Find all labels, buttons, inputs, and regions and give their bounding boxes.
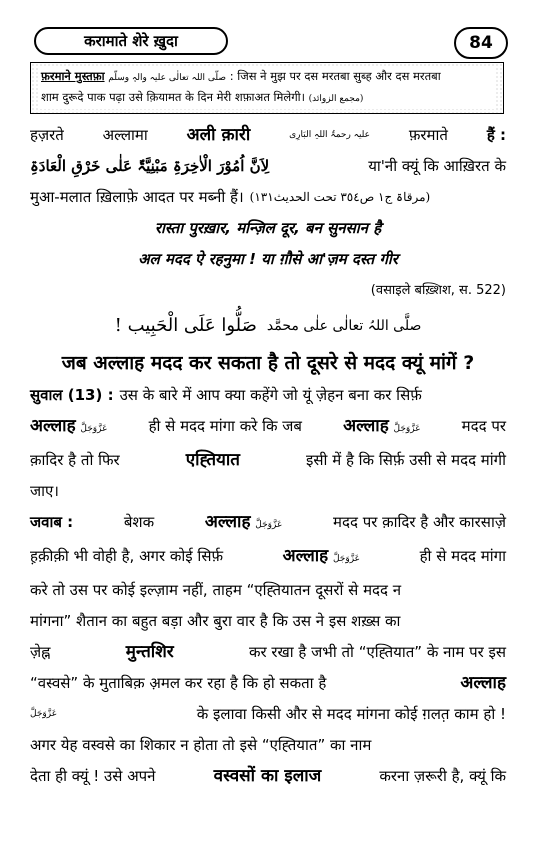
verse-line <box>30 213 506 244</box>
text: हज़रते <box>30 126 64 144</box>
waswason-ka-ilaj: वस्वसों का इलाज <box>213 766 322 786</box>
text: मदद पर <box>461 417 506 435</box>
section-heading <box>30 346 506 380</box>
body-line <box>30 606 506 637</box>
body-line <box>30 151 506 182</box>
heading-text: जब अल्लाह मदद कर सकता है तो दूसरे से मदद क्यूं मांगें ? <box>61 352 475 374</box>
arabic-honorific: عَزَّوَجَلَّ <box>255 520 283 530</box>
text: क़ादिर है तो फिर <box>30 451 120 469</box>
salutation-arabic: صلّی اللہ تعالٰی علیہ والہٖ وسلّم <box>108 73 227 83</box>
text: अल्लामा <box>102 126 148 144</box>
body-line <box>30 730 506 761</box>
text: फ़रमाते <box>408 126 448 144</box>
durood-call: صَلُّوا عَلَی الْحَبِیب ! <box>114 315 257 336</box>
text: हैं : <box>486 126 506 144</box>
arabic-quote: لِاَنَّ اُمُوْرَ الْاٰخِرَۃِ مَبْنِیَّۃٌ عَلٰی خَرْقِ الْعَادَۃِ <box>30 157 270 175</box>
durood-reply: صلَّی اللہُ تعالٰی علٰی محمَّد <box>266 318 422 334</box>
text: करे तो उस पर कोई इल्ज़ाम नहीं, ताहम “एह्तियातन दूसरों से मदद न <box>30 581 402 599</box>
farman-title: फ़रमाने मुस्तफ़ा <box>41 69 105 83</box>
body-line <box>30 275 506 306</box>
allah: अल्लाह <box>460 673 506 693</box>
ehtiyat: एह्तियात <box>185 450 240 470</box>
book-title-badge <box>34 27 228 55</box>
farman-source: (مجمع الزوائد) <box>308 94 364 104</box>
text: अगर येह वस्वसे का शिकार न होता तो इसे “एह्तियात” का नाम <box>30 736 372 754</box>
text: ज़ेह्न <box>30 643 51 661</box>
arabic-honorific: عَزَّوَجَلَّ <box>393 424 421 434</box>
verse-2: अल मदद ऐ रहनुमा ! या ग़ौसे आ'ज़म दस्त गीर <box>138 250 398 268</box>
answer-label: जवाब : <box>30 513 74 531</box>
text: बेशक <box>123 513 155 531</box>
durood-line <box>30 306 506 346</box>
allah: अल्लाह <box>204 512 251 532</box>
page-content <box>30 120 506 792</box>
book-title: करामाते शेरे ख़ुदा <box>84 32 178 50</box>
text: ह़क़ीक़ी भी वोही है, अगर कोई सिर्फ़ <box>30 547 224 565</box>
text: जाए। <box>30 482 59 500</box>
question-label: सुवाल (13) : <box>30 386 114 404</box>
text: ही से मदद मांगा करे कि जब <box>148 417 303 435</box>
text: मांगना” शैतान का बहुत बड़ा और बुरा वार है कि उस ने इस शख़्स का <box>30 612 401 630</box>
text: मुआ-मलात ख़िलाफ़े आदत पर मब्नी हैं। <box>30 188 244 206</box>
muntashir: मुन्तशिर <box>125 642 174 662</box>
arabic-honorific: عَزَّوَجَلَّ <box>332 554 361 564</box>
body-line <box>30 380 506 411</box>
farman-text-2: शाम दुरूदे पाक पढ़ा उसे क़ियामत के दिन मेरी शफ़ाअत मिलेगी। <box>41 90 305 104</box>
text: या'नी क्यूं कि आख़िरत के <box>368 157 506 175</box>
body-line <box>30 507 506 541</box>
text: के इलावा किसी और से मदद मांगना कोई ग़लत़ काम हो ! <box>196 705 506 723</box>
text: ही से मदद मांगा <box>419 547 506 565</box>
verse-1: रास्ता पुरख़ार, मन्ज़िल दूर, बन सुनसान है <box>154 219 382 237</box>
arabic-honorific: عَزَّوَجَلَّ <box>80 424 108 434</box>
body-line <box>30 668 506 699</box>
text: करना ज़रूरी है, क्यूं कि <box>379 767 506 785</box>
body-line <box>30 541 506 575</box>
text: मदद पर क़ादिर है और कारसाज़े <box>333 513 506 531</box>
body-line <box>30 120 506 151</box>
farman-line-2 <box>39 88 495 109</box>
body-line <box>30 575 506 606</box>
body-line <box>30 476 506 507</box>
reference: (مرقاۃ ج١ ص٣٥٤ تحت الحدیث١٣١) <box>249 190 431 204</box>
body-line <box>30 445 506 476</box>
farman-box <box>30 62 504 114</box>
page-number-badge <box>454 27 508 59</box>
verse-source: (वसाइले बख़्शिश, स. 522) <box>370 283 506 298</box>
text: इसी में है कि सिर्फ़ उसी से मदद मांगी <box>306 451 506 469</box>
body-line <box>30 699 506 730</box>
farman-line-1 <box>39 67 495 88</box>
body-line <box>30 411 506 445</box>
arabic-honorific: علیہ رحمۃُ اللہِ البَارِی <box>289 130 371 140</box>
body-line <box>30 761 506 792</box>
text: उस के बारे में आप क्या कहेंगे जो यूं ज़ेहन बना कर सिर्फ़ <box>119 386 422 404</box>
allah: अल्लाह <box>282 546 329 566</box>
text: कर रखा है जभी तो “एह्तियात” के नाम पर इस <box>248 643 506 661</box>
body-line <box>30 637 506 668</box>
farman-text-1: : जिस ने मुझ पर दस मरतबा सुब्ह और दस मरतबा <box>229 69 441 83</box>
body-line <box>30 182 506 213</box>
allah: अल्लाह <box>343 416 389 436</box>
text: “वस्वसे” के मुताबिक़ अ़मल कर रहा है कि हो सकता है <box>30 674 327 692</box>
allah: अल्लाह <box>30 416 76 436</box>
text: देता ही क्यूं ! उसे अपने <box>30 767 156 785</box>
arabic-honorific: عَزَّوَجَلَّ <box>30 709 58 719</box>
page-number: 84 <box>469 33 493 53</box>
name-ali-qari: अली क़ारी <box>186 125 251 145</box>
verse-line <box>30 244 506 275</box>
